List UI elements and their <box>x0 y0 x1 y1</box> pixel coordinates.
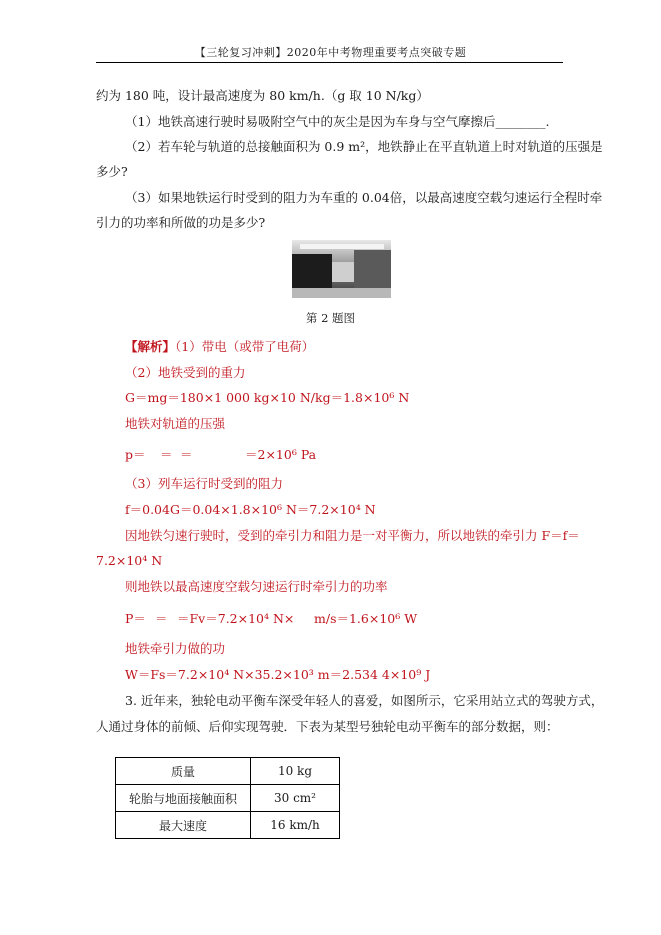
pressure-result: ＝2×10⁶ Pa <box>245 447 317 462</box>
page-header: 【三轮复习冲刺】2020年中考物理重要考点突破专题 <box>194 46 467 59</box>
table-cell-label: 最大速度 <box>116 812 251 839</box>
question-3-cont: 引力的功率和所做的功是多少? <box>96 215 266 230</box>
solution-answer-1: （1）带电（或带了电荷） <box>175 339 315 354</box>
table-cell-label: 轮胎与地面接触面积 <box>116 785 251 812</box>
friction-equation: f＝0.04G＝0.04×1.8×10⁶ N＝7.2×10⁴ N <box>125 502 376 517</box>
solution-line-1 <box>125 338 314 356</box>
problem-3-line-1: 3. 近年来，独轮电动平衡车深受年轻人的喜爱，如图所示，它采用站立式的驾驶方式， <box>125 693 604 708</box>
pressure-eq-2: ＝ <box>180 447 193 462</box>
table-row <box>116 758 340 785</box>
subway-photo <box>292 240 391 298</box>
gravity-equation: G＝mg＝180×1 000 kg×10 N/kg＝1.8×10⁶ N <box>125 390 410 405</box>
problem-text-line: 约为 180 吨，设计最高速度为 80 km/h.（g 取 10 N/kg） <box>96 88 429 103</box>
table-row <box>116 812 340 839</box>
solution-line-12: 地铁牵引力做的功 <box>125 641 226 656</box>
table-row <box>116 785 340 812</box>
solution-line-9: 7.2×10⁴ N <box>96 553 163 568</box>
specs-table <box>115 757 340 839</box>
question-2: （2）若车轮与轨道的总接触面积为 0.9 m²，地铁静止在平直轨道上时对轨道的压强是 <box>125 139 603 154</box>
pressure-eq-1: ＝ <box>160 447 173 462</box>
table-cell-value: 30 cm² <box>251 785 340 812</box>
table-cell-value: 16 km/h <box>251 812 340 839</box>
power-eq-1: ＝ <box>155 611 168 626</box>
pressure-p: p＝ <box>125 447 146 462</box>
question-1: （1）地铁高速行驶时易吸附空气中的灰尘是因为车身与空气摩擦后________. <box>125 114 550 129</box>
solution-line-2: （2）地铁受到的重力 <box>125 365 246 380</box>
solution-tag: 【解析】 <box>125 339 176 354</box>
question-2-cont: 多少? <box>96 164 128 179</box>
problem-3-line-2: 人通过身体的前倾、后仰实现驾驶．下表为某型号独轮电动平衡车的部分数据，则： <box>96 719 559 734</box>
power-result: m/s＝1.6×10⁶ W <box>314 611 418 626</box>
power-eq-2: ＝Fv＝7.2×10⁴ N× <box>177 611 295 626</box>
solution-line-8: 因地铁匀速行驶时，受到的牵引力和阻力是一对平衡力，所以地铁的牵引力 F＝f＝ <box>125 528 580 543</box>
question-3: （3）如果地铁运行时受到的阻力为车重的 0.04倍，以最高速度空载匀速运行全程时牵 <box>125 190 603 205</box>
table-cell-value: 10 kg <box>251 758 340 785</box>
figure-caption: 第 2 题图 <box>305 311 356 325</box>
power-P: P＝ <box>125 611 146 626</box>
solution-line-4: 地铁对轨道的压强 <box>125 416 226 431</box>
solution-line-10: 则地铁以最高速度空载匀速运行时牵引力的功率 <box>125 579 388 594</box>
header-rule <box>96 62 563 63</box>
work-equation: W＝Fs＝7.2×10⁴ N×35.2×10³ m＝2.534 4×10⁹ J <box>125 667 431 682</box>
solution-line-6: （3）列车运行时受到的阻力 <box>125 476 283 491</box>
table-cell-label: 质量 <box>116 758 251 785</box>
